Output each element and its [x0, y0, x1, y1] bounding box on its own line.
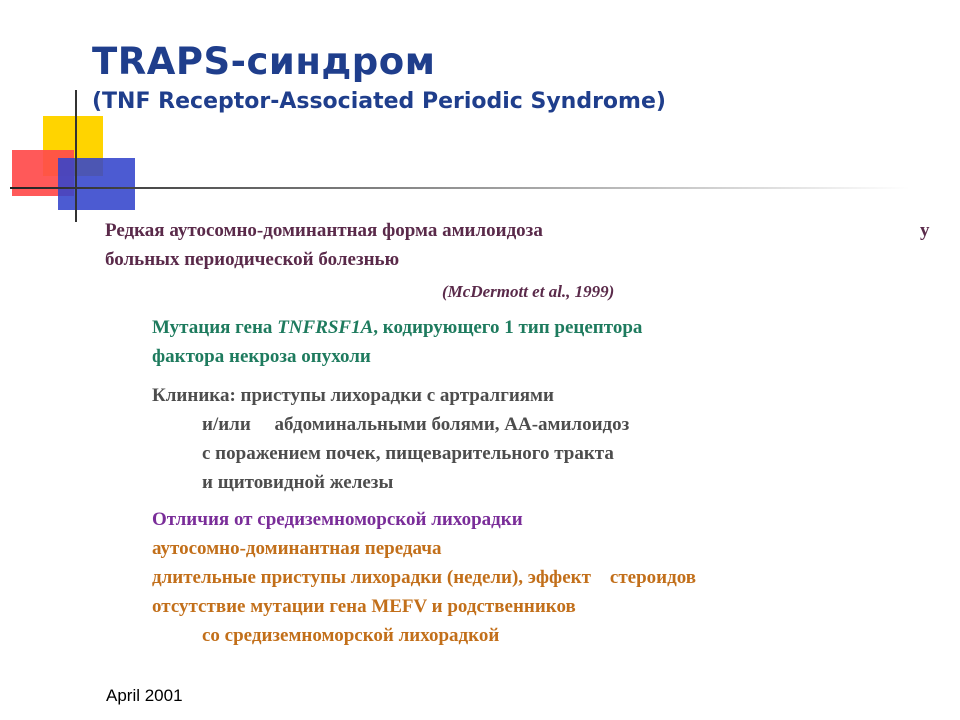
clinic-block [152, 381, 629, 497]
citation: (McDermott et al., 1999) [442, 282, 615, 301]
mutation-prefix: Мутация гена [152, 317, 278, 338]
diff-line-2: длительные приступы лихорадки (недели), эффект стероидов [152, 567, 697, 588]
decor-blue-square [58, 158, 135, 210]
mutation-line-2: фактора некроза опухоли [152, 346, 371, 367]
mutation-suffix: , кодирующего 1 тип рецептора [373, 317, 643, 338]
intro-text [105, 216, 543, 274]
title-divider [10, 187, 910, 189]
gene-name: TNFRSF1A [277, 317, 374, 338]
differences-list [152, 534, 696, 650]
slide-title: TRAPS-синдром [92, 40, 436, 83]
diff-line-1: аутосомно-доминантная передача [152, 538, 442, 559]
clinic-line-1: Клиника: приступы лихорадки с артралгиями [152, 385, 554, 406]
intro-line-1: Редкая аутосомно-доминантная форма амилоидоза [105, 220, 543, 241]
clinic-line-2: и/или абдоминальными болями, АА-амилоидоз [202, 414, 630, 435]
slide-subtitle: (TNF Receptor-Associated Periodic Syndrome) [92, 89, 666, 114]
footer-date: April 2001 [106, 686, 183, 705]
differences-heading: Отличия от средиземноморской лихорадки [152, 509, 523, 530]
diff-line-3: отсутствие мутации гена MEFV и родственников [152, 596, 576, 617]
diff-line-4: со средиземноморской лихорадкой [202, 625, 500, 646]
clinic-line-3: с поражением почек, пищеварительного тракта [202, 443, 614, 464]
mutation-block [152, 313, 642, 371]
intro-line-2: больных периодической болезнью [105, 249, 400, 270]
mutation-line-1 [152, 313, 642, 342]
intro-right-word: у [920, 220, 930, 241]
decor-vertical-line [75, 90, 77, 222]
clinic-line-4: и щитовидной железы [202, 472, 394, 493]
